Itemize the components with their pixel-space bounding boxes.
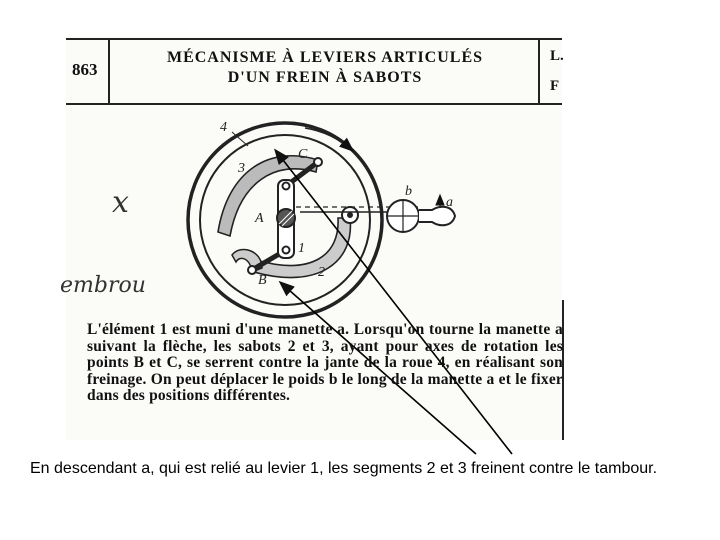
handwritten-x: x	[112, 185, 129, 220]
label-drum: 4	[220, 120, 227, 135]
label-lever-1: 1	[298, 241, 305, 256]
caption: En descendant a, qui est relié au levier 1, les segments 2 et 3 freinent contre le tambour.	[30, 460, 658, 477]
label-point-b: B	[258, 273, 267, 288]
label-shoe-2: 2	[318, 265, 325, 280]
pivot-b	[248, 266, 256, 274]
label-shoe-3: 3	[238, 161, 245, 176]
body-paragraph: L'élément 1 est muni d'une manette a. Lorsqu'on tourne la manette a suivant la flèche, les sabots 2 et 3, ayant pour axes de rotation les points B et C, se serrent contre la jante de la roue 4, en réalisant son freinage. On peut déplacer le poids b le long de la manette a et le fixer dans des positions différentes.	[87, 321, 563, 405]
label-weight-b: b	[405, 184, 412, 199]
label-axis-a: A	[255, 211, 264, 226]
pivot-lower	[283, 247, 290, 254]
brake-shoe-3	[218, 156, 318, 236]
pivot-upper	[283, 183, 290, 190]
edge-letter-top: L.	[550, 48, 564, 64]
label-point-c: C	[298, 147, 308, 162]
title-line-2: D'UN FREIN À SABOTS	[227, 69, 423, 86]
title-line-1: MÉCANISME À LEVIERS ARTICULÉS	[166, 49, 484, 66]
page-number: 863	[72, 60, 98, 79]
pivot-c	[314, 158, 322, 166]
edge-letter-bottom: F	[550, 78, 560, 94]
axis-a	[277, 209, 295, 227]
fixed-pin-center	[347, 212, 353, 218]
callout-arrow-to-shoe-3	[276, 151, 512, 454]
label-handle-a: a	[446, 195, 453, 210]
handwritten-embrou: embrou	[60, 273, 146, 298]
